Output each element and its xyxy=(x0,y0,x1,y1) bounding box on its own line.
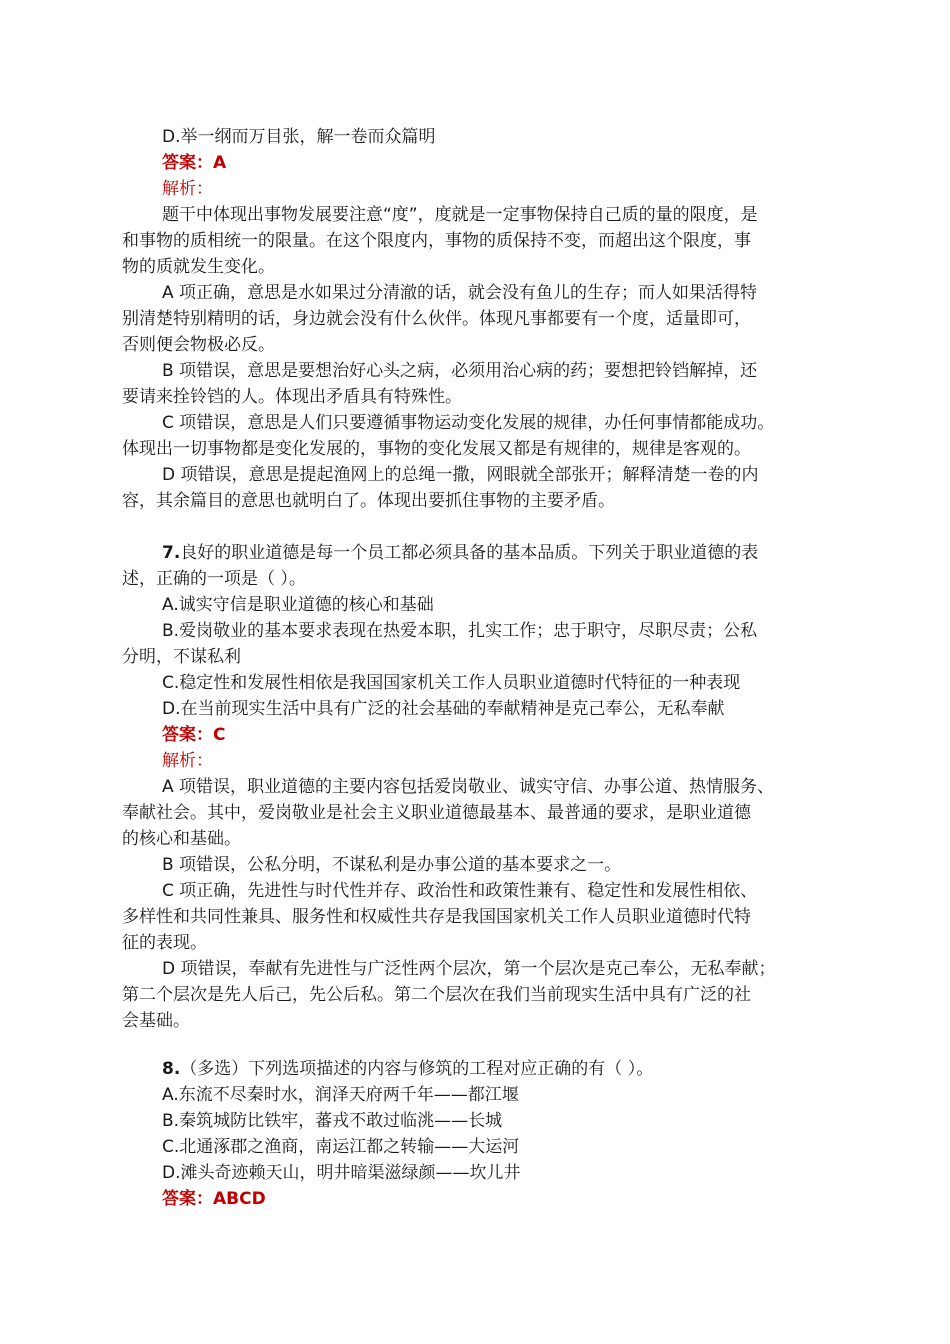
q7-option-d: D.在当前现实生活中具有广泛的社会基础的奉献精神是克己奉公，无私奉献 xyxy=(162,699,725,719)
q7-analysis-label: 解析： xyxy=(162,751,213,771)
q8-answer xyxy=(162,1186,882,1212)
q7-analysis-line: 奉献社会。其中，爱岗敬业是社会主义职业道德最基本、最普通的要求，是职业道德 xyxy=(122,803,751,823)
q6-analysis-line: 题干中体现出事物发展要注意“度”，度就是一定事物保持自己质的量的限度，是 xyxy=(162,205,758,225)
q6-analysis-line: 物的质就发生变化。 xyxy=(122,257,275,277)
q6-analysis-line: 和事物的质相统一的限量。在这个限度内，事物的质保持不变，而超出这个限度，事 xyxy=(122,231,751,251)
q7-analysis-line: B 项错误，公私分明，不谋私利是办事公道的基本要求之一。 xyxy=(162,855,622,875)
q7-option-b: B.爱岗敬业的基本要求表现在热爱本职，扎实工作；忠于职守，尽职尽责；公私 xyxy=(162,621,758,641)
q6-answer xyxy=(162,150,882,176)
answer-label: 答案： xyxy=(162,1189,213,1209)
q6-analysis-label: 解析： xyxy=(162,179,213,199)
q7-analysis-line: A 项错误，职业道德的主要内容包括爱岗敬业、诚实守信、办事公道、热情服务、 xyxy=(162,777,775,797)
question-number: 7. xyxy=(162,543,181,563)
answer-value: ABCD xyxy=(213,1189,266,1209)
q7-answer xyxy=(162,722,882,748)
question-stem-text: （多选）下列选项描述的内容与修筑的工程对应正确的有（ ）。 xyxy=(180,1059,654,1079)
answer-label: 答案： xyxy=(162,153,213,173)
q7-option-c: C.稳定性和发展性相依是我国国家机关工作人员职业道德时代特征的一种表现 xyxy=(162,673,741,693)
q6-analysis-line: 体现出一切事物都是变化发展的，事物的变化发展又都是有规律的，规律是客观的。 xyxy=(122,439,751,459)
q7-stem xyxy=(162,540,882,566)
q7-analysis-line: D 项错误，奉献有先进性与广泛性两个层次，第一个层次是克己奉公，无私奉献； xyxy=(162,959,776,979)
q7-analysis-line: 会基础。 xyxy=(122,1011,190,1031)
q6-option-d: D.举一纲而万目张，解一卷而众篇明 xyxy=(162,127,436,147)
q7-analysis-line: C 项正确，先进性与时代性并存、政治性和政策性兼有、稳定性和发展性相依、 xyxy=(162,881,758,901)
q8-option-c: C.北通涿郡之渔商，南运江都之转输——大运河 xyxy=(162,1137,520,1157)
q7-analysis-line: 的核心和基础。 xyxy=(122,829,241,849)
q6-analysis-line: 否则便会物极必反。 xyxy=(122,335,275,355)
q6-analysis-line: 要请来拴铃铛的人。体现出矛盾具有特殊性。 xyxy=(122,387,462,407)
answer-label: 答案： xyxy=(162,725,213,745)
q6-analysis-line: C 项错误，意思是人们只要遵循事物运动变化发展的规律，办任何事情都能成功。 xyxy=(162,413,775,433)
answer-value: A xyxy=(213,153,227,173)
q7-stem-cont: 述，正确的一项是（ ）。 xyxy=(122,569,306,589)
q8-option-a: A.东流不尽秦时水，润泽天府两千年——都江堰 xyxy=(162,1085,519,1105)
q7-option-a: A.诚实守信是职业道德的核心和基础 xyxy=(162,595,434,615)
q7-option-b-cont: 分明，不谋私利 xyxy=(122,647,241,667)
q8-stem xyxy=(162,1056,882,1082)
q7-analysis-line: 征的表现。 xyxy=(122,933,207,953)
question-stem-text: 良好的职业道德是每一个员工都必须具备的基本品质。下列关于职业道德的表 xyxy=(180,543,759,563)
q6-analysis-line: 容，其余篇目的意思也就明白了。体现出要抓住事物的主要矛盾。 xyxy=(122,491,615,511)
q7-analysis-line: 多样性和共同性兼具、服务性和权威性共存是我国国家机关工作人员职业道德时代特 xyxy=(122,907,751,927)
q6-analysis-line: 别清楚特别精明的话，身边就会没有什么伙伴。体现凡事都要有一个度，适量即可， xyxy=(122,309,751,329)
q8-option-d: D.滩头奇迹赖天山，明井暗渠滋绿颜——坎儿井 xyxy=(162,1163,521,1183)
q6-analysis-line: B 项错误，意思是要想治好心头之病，必须用治心病的药；要想把铃铛解掉，还 xyxy=(162,361,758,381)
q6-analysis-line: D 项错误，意思是提起渔网上的总绳一撒，网眼就全部张开；解释清楚一卷的内 xyxy=(162,465,759,485)
q7-analysis-line: 第二个层次是先人后己，先公后私。第二个层次在我们当前现实生活中具有广泛的社 xyxy=(122,985,751,1005)
answer-value: C xyxy=(213,725,226,745)
question-number: 8. xyxy=(162,1059,181,1079)
q8-option-b: B.秦筑城防比铁牢，蕃戎不敢过临洮——长城 xyxy=(162,1111,503,1131)
q6-analysis-line: A 项正确，意思是水如果过分清澈的话，就会没有鱼儿的生存；而人如果活得特 xyxy=(162,283,758,303)
